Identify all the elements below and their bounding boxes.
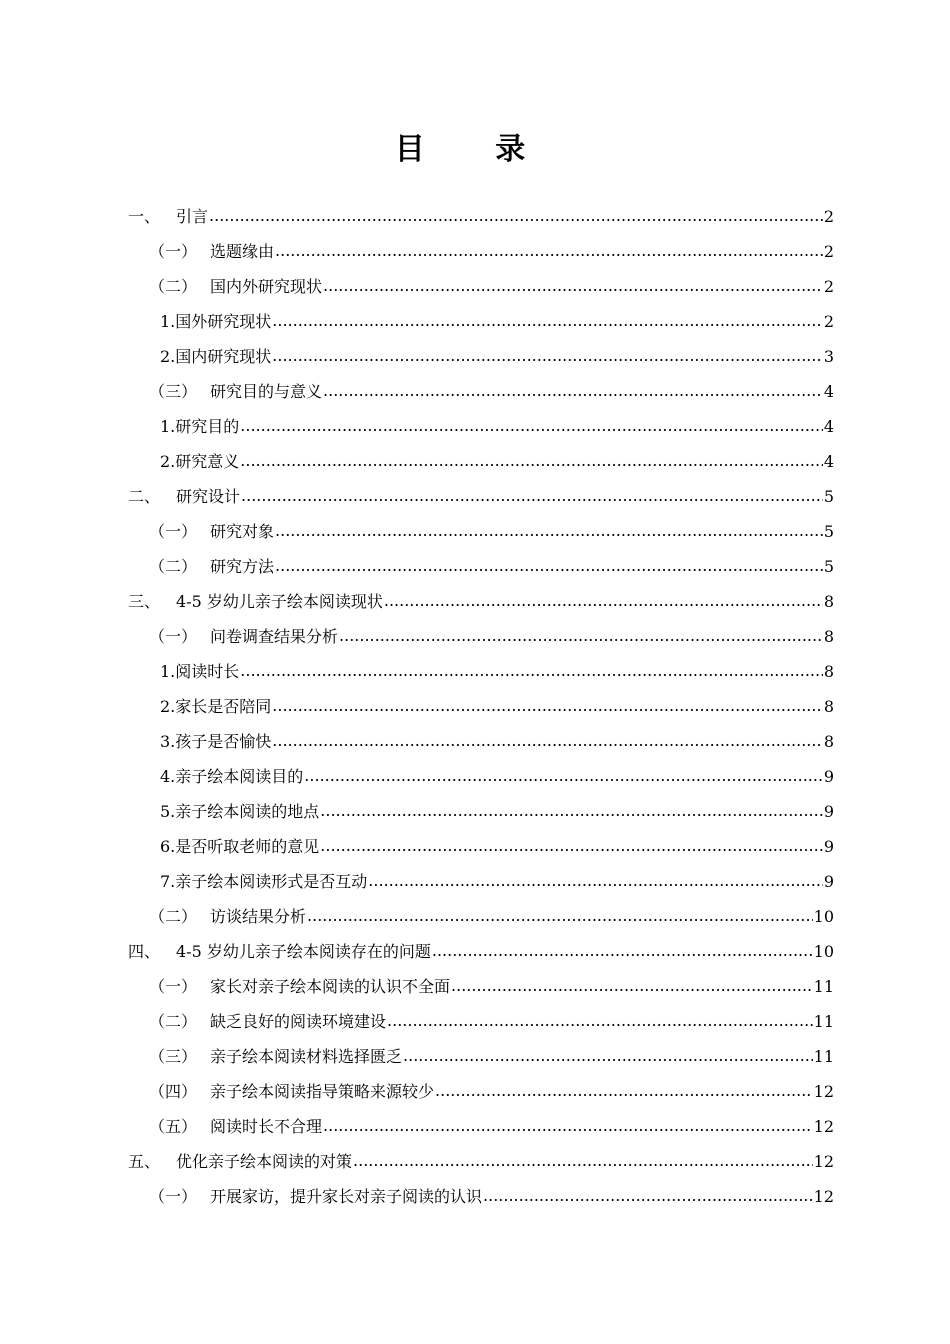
toc-entry-number: （三）: [149, 382, 198, 401]
dot-leader: [272, 311, 823, 331]
dot-leader: [353, 1151, 813, 1171]
toc-entry[interactable]: [128, 965, 834, 1000]
toc-entry-title: 研究意义: [175, 452, 240, 471]
toc-entry[interactable]: [128, 1140, 834, 1175]
dot-leader: [387, 1011, 813, 1031]
toc-entry-page-number: 8: [823, 697, 834, 716]
toc-entry[interactable]: [128, 475, 834, 510]
toc-entry-page-number: 9: [823, 802, 834, 821]
dot-leader: [304, 766, 823, 786]
toc-entry-title: 优化亲子绘本阅读的对策: [176, 1152, 353, 1171]
toc-entry-page-number: 12: [813, 1152, 834, 1171]
toc-entry-title: 国内外研究现状: [210, 277, 323, 296]
toc-entry-number: 3.: [160, 732, 176, 751]
toc-entry[interactable]: [128, 405, 834, 440]
toc-entry-title: 亲子绘本阅读形式是否互动: [175, 872, 368, 891]
toc-entry-number: 5.: [160, 802, 176, 821]
toc-entry-page-number: 10: [813, 907, 834, 926]
toc-entry-page-number: 4: [823, 417, 834, 436]
toc-entry-number: 1.: [160, 662, 176, 681]
toc-entry-page-number: 2: [823, 242, 834, 261]
toc-entry-title: 阅读时长不合理: [210, 1117, 323, 1136]
toc-entry-number: 二、: [128, 487, 161, 506]
toc-entry-number: 五、: [128, 1152, 161, 1171]
toc-entry-number: 一、: [128, 207, 161, 226]
toc-entry[interactable]: [128, 1035, 834, 1070]
toc-entry-page-number: 2: [823, 277, 834, 296]
toc-entry-page-number: 5: [823, 487, 834, 506]
dot-leader: [339, 626, 823, 646]
toc-entry[interactable]: [128, 1000, 834, 1035]
toc-entry-number: （一）: [149, 522, 198, 541]
toc-entry-page-number: 8: [823, 732, 834, 751]
dot-leader: [432, 941, 813, 961]
toc-entry-number: （三）: [149, 1047, 198, 1066]
toc-entry-number: （二）: [149, 277, 198, 296]
toc-entry-page-number: 4: [823, 452, 834, 471]
toc-entry[interactable]: [128, 615, 834, 650]
toc-entry-page-number: 3: [823, 347, 834, 366]
dot-leader: [323, 276, 823, 296]
dot-leader: [451, 976, 813, 996]
toc-entry-number: 6.: [160, 837, 176, 856]
dot-leader: [241, 486, 823, 506]
toc-entry-page-number: 9: [823, 767, 834, 786]
dot-leader: [275, 521, 823, 541]
toc-entry-title: 亲子绘本阅读的地点: [175, 802, 320, 821]
toc-entry[interactable]: [128, 895, 834, 930]
dot-leader: [403, 1046, 813, 1066]
toc-entry-title: 亲子绘本阅读指导策略来源较少: [210, 1082, 435, 1101]
toc-entry-title: 4-5 岁幼儿亲子绘本阅读存在的问题: [176, 942, 431, 961]
toc-entry-title: 孩子是否愉快: [175, 732, 272, 751]
dot-leader: [323, 381, 823, 401]
toc-entry-number: （二）: [149, 907, 198, 926]
dot-leader: [275, 241, 823, 261]
toc-entry-title: 国内研究现状: [175, 347, 272, 366]
dot-leader: [209, 206, 823, 226]
dot-leader: [275, 556, 823, 576]
toc-entry[interactable]: [128, 580, 834, 615]
toc-entry[interactable]: [128, 545, 834, 580]
toc-entry[interactable]: [128, 860, 834, 895]
toc-entry[interactable]: [128, 1175, 834, 1210]
dot-leader: [435, 1081, 813, 1101]
toc-entry-page-number: 4: [823, 382, 834, 401]
toc-entry-title: 亲子绘本阅读目的: [175, 767, 304, 786]
toc-entry-page-number: 8: [823, 592, 834, 611]
toc-entry-page-number: 8: [823, 627, 834, 646]
toc-entry-title: 阅读时长: [175, 662, 240, 681]
dot-leader: [323, 1116, 813, 1136]
toc-entry-title: 亲子绘本阅读材料选择匮乏: [210, 1047, 403, 1066]
toc-entry-page-number: 12: [813, 1117, 834, 1136]
toc-entry-number: （一）: [149, 977, 198, 996]
toc-entry-number: 7.: [160, 872, 176, 891]
toc-entry-title: 研究方法: [210, 557, 275, 576]
toc-entry-title: 引言: [176, 207, 209, 226]
toc-entry-title: 研究目的与意义: [210, 382, 323, 401]
toc-entry-number: （一）: [149, 627, 198, 646]
toc-entry-number: 4.: [160, 767, 176, 786]
toc-entry-number: （二）: [149, 557, 198, 576]
toc-entry-title: 研究目的: [175, 417, 240, 436]
dot-leader: [240, 451, 823, 471]
toc-entry-number: 1.: [160, 417, 176, 436]
dot-leader: [240, 661, 823, 681]
toc-entry[interactable]: [128, 720, 834, 755]
toc-entry-title: 缺乏良好的阅读环境建设: [210, 1012, 387, 1031]
toc-entry[interactable]: [128, 755, 834, 790]
toc-entry-title: 访谈结果分析: [210, 907, 307, 926]
dot-leader: [272, 346, 823, 366]
toc-entry-title: 家长对亲子绘本阅读的认识不全面: [210, 977, 451, 996]
toc-entry-number: （一）: [149, 1187, 198, 1206]
toc-entry-page-number: 2: [823, 207, 834, 226]
toc-entry[interactable]: [128, 265, 834, 300]
toc-entry[interactable]: [128, 510, 834, 545]
toc-entry-number: （五）: [149, 1117, 198, 1136]
toc-entry[interactable]: [128, 650, 834, 685]
toc-entry-title: 研究对象: [210, 522, 275, 541]
toc-entry-page-number: 12: [813, 1187, 834, 1206]
toc-entry-page-number: 9: [823, 837, 834, 856]
toc-entry[interactable]: [128, 1105, 834, 1140]
toc-entry-page-number: 12: [813, 1082, 834, 1101]
toc-entry-number: 1.: [160, 312, 176, 331]
toc-entry[interactable]: [128, 370, 834, 405]
toc-entry-number: 2.: [160, 452, 176, 471]
dot-leader: [368, 871, 823, 891]
toc-entry-title: 4-5 岁幼儿亲子绘本阅读现状: [176, 592, 383, 611]
toc-entry-title: 研究设计: [176, 487, 241, 506]
dot-leader: [272, 731, 823, 751]
toc-entry-title: 家长是否陪同: [175, 697, 272, 716]
toc-entry-number: 2.: [160, 697, 176, 716]
toc-entry-number: （一）: [149, 242, 198, 261]
toc-entry[interactable]: [128, 790, 834, 825]
toc-entry-page-number: 2: [823, 312, 834, 331]
toc-entry[interactable]: [128, 1070, 834, 1105]
toc-entry-number: 2.: [160, 347, 176, 366]
dot-leader: [384, 591, 823, 611]
toc-entry-number: 四、: [128, 942, 161, 961]
toc-entry[interactable]: [128, 440, 834, 475]
dot-leader: [272, 696, 823, 716]
toc-entry[interactable]: [128, 195, 834, 230]
toc-entry-title: 国外研究现状: [175, 312, 272, 331]
dot-leader: [320, 801, 823, 821]
dot-leader: [240, 416, 823, 436]
toc-entry-title: 开展家访，提升家长对亲子阅读的认识: [210, 1187, 483, 1206]
toc-entry-title: 是否听取老师的意见: [175, 837, 320, 856]
toc-entry-number: （四）: [149, 1082, 198, 1101]
toc-entry-page-number: 11: [813, 1012, 834, 1031]
toc-entry[interactable]: [128, 230, 834, 265]
toc-entry-page-number: 8: [823, 662, 834, 681]
toc-entry-page-number: 11: [813, 977, 834, 996]
toc-entry-page-number: 5: [823, 557, 834, 576]
toc-entry-page-number: 5: [823, 522, 834, 541]
dot-leader: [307, 906, 813, 926]
dot-leader: [483, 1186, 813, 1206]
toc-entry-page-number: 10: [813, 942, 834, 961]
toc-entry-title: 问卷调查结果分析: [210, 627, 339, 646]
toc-entry[interactable]: [128, 300, 834, 335]
toc-entry-number: （二）: [149, 1012, 198, 1031]
toc-entry-page-number: 9: [823, 872, 834, 891]
toc-entry-title: 选题缘由: [210, 242, 275, 261]
toc-entry[interactable]: [128, 685, 834, 720]
toc-entry[interactable]: [128, 335, 834, 370]
table-of-contents: [128, 195, 834, 1210]
toc-entry[interactable]: [128, 930, 834, 965]
dot-leader: [320, 836, 823, 856]
toc-entry-page-number: 11: [813, 1047, 834, 1066]
page-title: 目 录: [394, 132, 556, 167]
toc-entry-number: 三、: [128, 592, 161, 611]
toc-entry[interactable]: [128, 825, 834, 860]
